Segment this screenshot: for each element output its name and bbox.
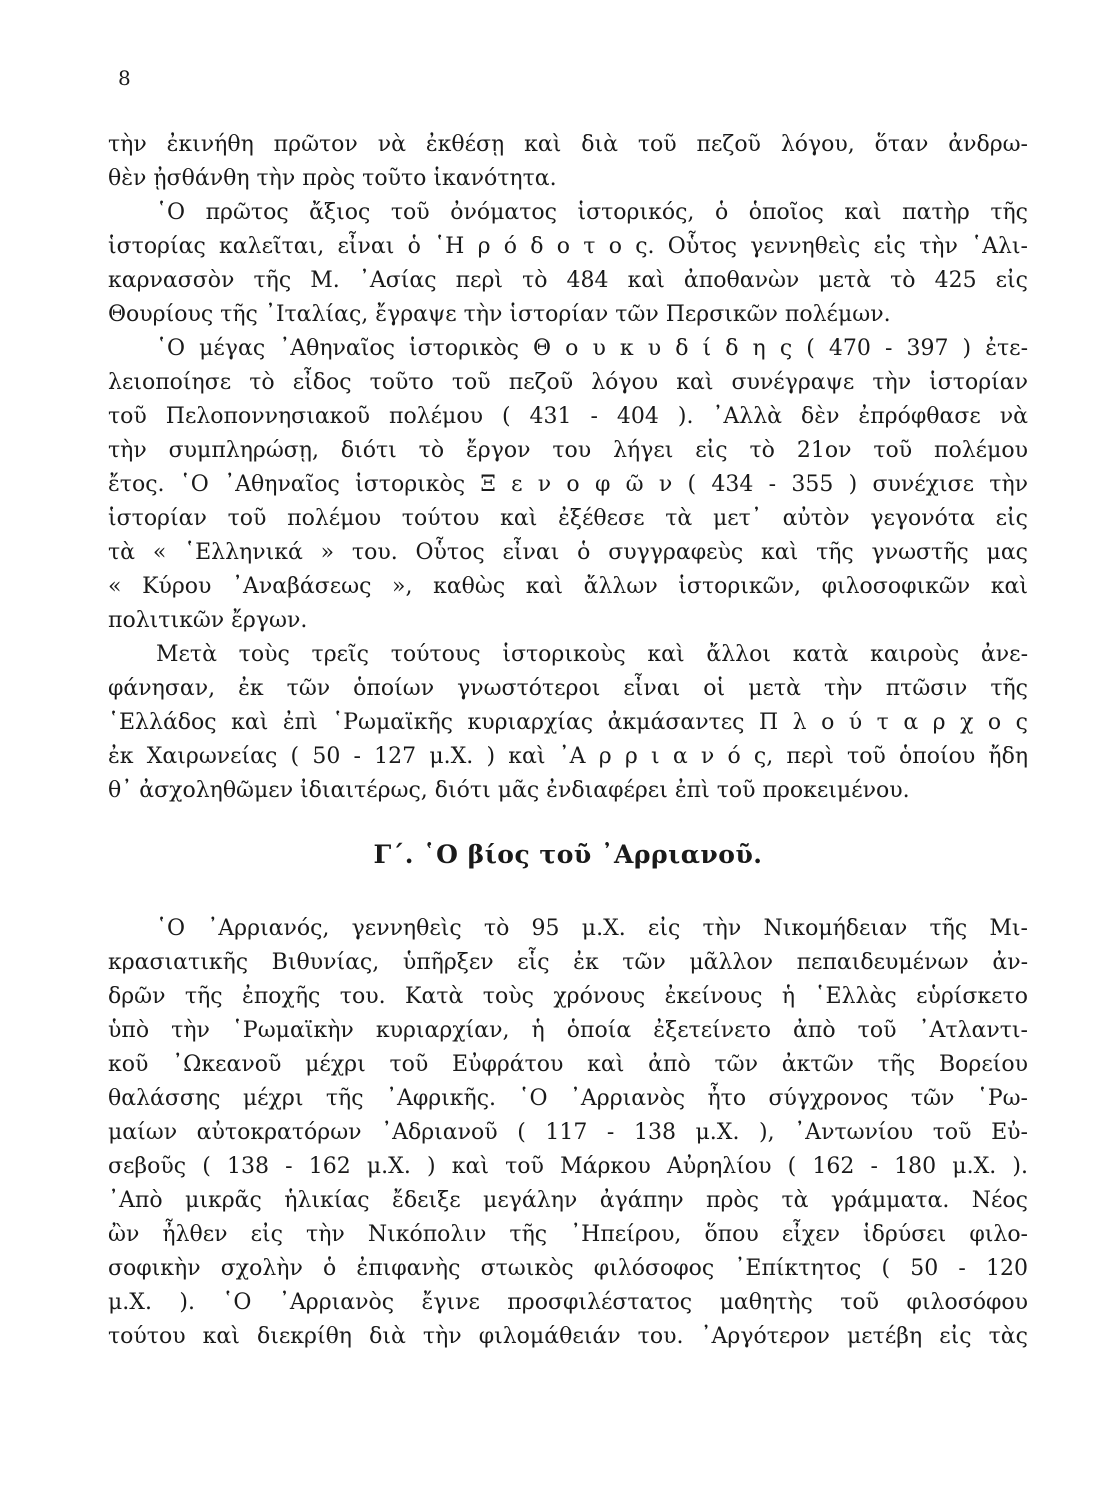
text-line: καρνασσὸν τῆς Μ. ᾿Ασίας περὶ τὸ 484 καὶ ἀποθανὼν μετὰ τὸ 425 εἰς bbox=[108, 268, 1028, 293]
text-line: φάνησαν, ἐκ τῶν ὁποίων γνωστότεροι εἶναι οἱ μετὰ τὴν πτῶσιν τῆς bbox=[108, 676, 1028, 701]
text-line: Θουρίους τῆς ᾿Ιταλίας, ἔγραψε τὴν ἱστορίαν τῶν Περσικῶν πολέμων. bbox=[108, 302, 891, 327]
text-line: ἱστορίας καλεῖται, εἶναι ὁ ῾Η ρ ό δ ο τ ο ς. Οὗτος γεννηθεὶς εἰς τὴν ῾Αλι- bbox=[108, 234, 1028, 259]
text-line: Μετὰ τοὺς τρεῖς τούτους ἱστορικοὺς καὶ ἄλλοι κατὰ καιροὺς ἀνε- bbox=[156, 642, 1028, 667]
text-line: ᾿Απὸ μικρᾶς ἡλικίας ἔδειξε μεγάλην ἀγάπην πρὸς τὰ γράμματα. Νέος bbox=[108, 1188, 1028, 1213]
text-line: ἔτος. ῾Ο ᾿Αθηναῖος ἱστορικὸς Ξ ε ν ο φ ῶ ν ( 434 - 355 ) συνέχισε τὴν bbox=[108, 472, 1028, 497]
text-line: θαλάσσης μέχρι τῆς ᾿Αφρικῆς. ῾Ο ᾿Αρριανὸς ἦτο σύγχρονος τῶν ῾Ρω- bbox=[108, 1086, 1028, 1111]
text-line: θὲν ᾐσθάνθη τὴν πρὸς τοῦτο ἱκανότητα. bbox=[108, 166, 557, 191]
text-line: τούτου καὶ διεκρίθη διὰ τὴν φιλομάθειάν του. ᾿Αργότερον μετέβη εἰς τὰς bbox=[108, 1324, 1028, 1349]
text-line: θ᾿ ἀσχοληθῶμεν ἰδιαιτέρως, διότι μᾶς ἐνδιαφέρει ἐπὶ τοῦ προκειμένου. bbox=[108, 778, 910, 803]
text-line: μαίων αὐτοκρατόρων ᾿Αδριανοῦ ( 117 - 138 μ.Χ. ), ᾿Αντωνίου τοῦ Εὐ- bbox=[108, 1120, 1028, 1145]
text-line: ἱστορίαν τοῦ πολέμου τούτου καὶ ἐξέθεσε τὰ μετ᾿ αὐτὸν γεγονότα εἰς bbox=[108, 506, 1028, 531]
text-line: κρασιατικῆς Βιθυνίας, ὑπῆρξεν εἷς ἐκ τῶν μᾶλλον πεπαιδευμένων ἀν- bbox=[108, 950, 1028, 975]
section-heading: Γ΄. ῾Ο βίος τοῦ ᾿Αρριανοῦ. bbox=[373, 840, 763, 869]
section-arrian-life bbox=[108, 912, 1028, 1354]
text-line: τοῦ Πελοποννησιακοῦ πολέμου ( 431 - 404 ). ᾿Αλλὰ δὲν ἐπρόφθασε νὰ bbox=[108, 404, 1028, 429]
text-line: πολιτικῶν ἔργων. bbox=[108, 608, 308, 633]
text-line: ὢν ἦλθεν εἰς τὴν Νικόπολιν τῆς ᾿Ηπείρου, ὅπου εἶχεν ἱδρύσει φιλο- bbox=[108, 1222, 1028, 1247]
text-line: ὑπὸ τὴν ῾Ρωμαϊκὴν κυριαρχίαν, ἡ ὁποία ἐξετείνετο ἀπὸ τοῦ ᾿Ατλαντι- bbox=[108, 1018, 1028, 1043]
text-line: τὴν συμπληρώσῃ, διότι τὸ ἔργον του λήγει εἰς τὸ 21ον τοῦ πολέμου bbox=[108, 438, 1028, 463]
text-line: σοφικὴν σχολὴν ὁ ἐπιφανὴς στωικὸς φιλόσοφος ᾿Επίκτητος ( 50 - 120 bbox=[108, 1256, 1028, 1281]
body-text bbox=[108, 128, 1028, 1354]
page-number: 8 bbox=[118, 66, 131, 90]
text-line: κοῦ ᾿Ωκεανοῦ μέχρι τοῦ Εὐφράτου καὶ ἀπὸ τῶν ἀκτῶν τῆς Βορείου bbox=[108, 1052, 1028, 1077]
text-line: ῾Ο ᾿Αρριανός, γεννηθεὶς τὸ 95 μ.Χ. εἰς τὴν Νικομήδειαν τῆς Μι- bbox=[156, 916, 1028, 941]
text-line: λειοποίησε τὸ εἶδος τοῦτο τοῦ πεζοῦ λόγου καὶ συνέγραψε τὴν ἱστορίαν bbox=[108, 370, 1028, 395]
text-line: ῾Ο πρῶτος ἄξιος τοῦ ὀνόματος ἱστορικός, ὁ ὁποῖος καὶ πατὴρ τῆς bbox=[156, 200, 1028, 225]
section-history-intro bbox=[108, 128, 1028, 808]
text-line: σεβοῦς ( 138 - 162 μ.Χ. ) καὶ τοῦ Μάρκου Αὐρηλίου ( 162 - 180 μ.Χ. ). bbox=[108, 1154, 1028, 1179]
text-line: τὰ « ῾Ελληνικά » του. Οὗτος εἶναι ὁ συγγραφεὺς καὶ τῆς γνωστῆς μας bbox=[108, 540, 1028, 565]
text-line: ῾Ο μέγας ᾿Αθηναῖος ἱστορικὸς Θ ο υ κ υ δ ί δ η ς ( 470 - 397 ) ἐτε- bbox=[156, 336, 1028, 361]
text-line: ῾Ελλάδος καὶ ἐπὶ ῾Ρωμαϊκῆς κυριαρχίας ἀκμάσαντες Π λ ο ύ τ α ρ χ ο ς bbox=[108, 710, 1028, 735]
text-line: ἐκ Χαιρωνείας ( 50 - 127 μ.Χ. ) καὶ ᾿Α ρ ρ ι α ν ό ς, περὶ τοῦ ὁποίου ἤδη bbox=[108, 744, 1028, 769]
text-line: τὴν ἐκινήθη πρῶτον νὰ ἐκθέσῃ καὶ διὰ τοῦ πεζοῦ λόγου, ὅταν ἀνδρω- bbox=[108, 132, 1028, 157]
text-line: μ.Χ. ). ῾Ο ᾿Αρριανὸς ἔγινε προσφιλέστατος μαθητὴς τοῦ φιλοσόφου bbox=[108, 1290, 1028, 1315]
text-line: δρῶν τῆς ἐποχῆς του. Κατὰ τοὺς χρόνους ἐκείνους ἡ ῾Ελλὰς εὑρίσκετο bbox=[108, 984, 1028, 1009]
text-line: « Κύρου ᾿Αναβάσεως », καθὼς καὶ ἄλλων ἱστορικῶν, φιλοσοφικῶν καὶ bbox=[108, 574, 1028, 599]
